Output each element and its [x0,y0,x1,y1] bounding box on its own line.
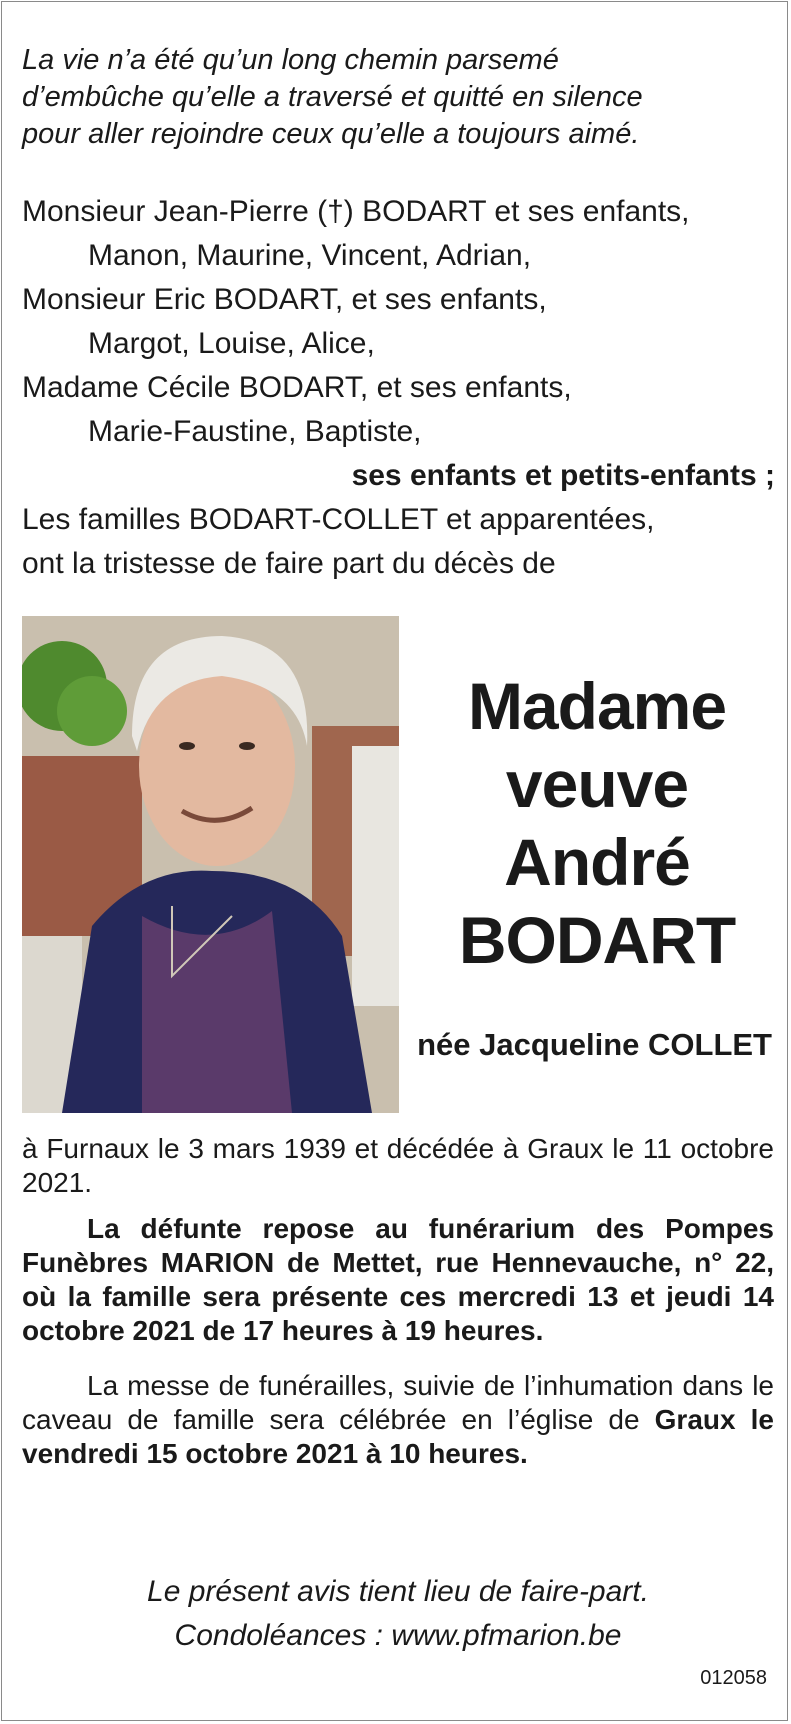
name-line: Madame [467,669,727,743]
family-line: Monsieur Jean-Pierre (†) BODART et ses enfants, [22,195,690,228]
family-line: Manon, Maurine, Vincent, Adrian, [88,239,532,272]
portrait-photo [22,616,399,1113]
intro-verse [22,42,772,153]
family-line: Monsieur Eric BODART, et ses enfants, [22,283,547,316]
closing-line: Le présent avis tient lieu de faire-part. [147,1575,649,1608]
family-line: ses enfants et petits-enfants ; [351,459,775,492]
funeral-date: Graux le vendredi 15 octobre 2021 à 10 heures. [22,1404,774,1469]
reference-number: 012058 [700,1667,767,1689]
name-line: veuve [505,747,689,821]
family-line: ont la tristesse de faire part du décès de [22,547,556,580]
intro-line: La vie n’a été qu’un long chemin parsemé [22,44,559,76]
family-line: Madame Cécile BODART, et ses enfants, [22,371,572,404]
visitation-paragraph [22,1212,774,1348]
funeral-text: La messe de funérailles, suivie de l’inhumation dans le caveau de famille sera célébrée en l’église de [22,1370,774,1435]
portrait-illustration [22,616,399,1113]
deceased-name [402,667,791,979]
condolences-line: Condoléances : www.pfmarion.be [174,1619,622,1652]
funeral-paragraph [22,1369,774,1471]
birth-death-paragraph: à Furnaux le 3 mars 1939 et décédée à Graux le 11 octobre 2021. [22,1133,774,1198]
family-list [22,190,777,586]
family-line: Marie-Faustine, Baptiste, [88,415,422,448]
closing-note [22,1570,774,1658]
visitation-text: La défunte repose au funérarium des Pompes Funèbres MARION de Mettet, rue Hennevauche, n° 22, où la famille sera présente ces mercredi 13 et jeudi 14 octobre 2021 de 17 heures à 19 heures. [22,1213,774,1346]
maiden-name: née Jacqueline COLLET [417,1027,772,1062]
intro-line: d’embûche qu’elle a traversé et quitté en silence [22,81,643,113]
notice-frame [1,1,788,1721]
name-line: BODART [458,903,736,977]
intro-line: pour aller rejoindre ceux qu’elle a toujours aimé. [22,118,640,150]
family-line: Margot, Louise, Alice, [88,327,375,360]
name-line: André [504,825,690,899]
family-line: Les familles BODART-COLLET et apparentées, [22,503,655,536]
